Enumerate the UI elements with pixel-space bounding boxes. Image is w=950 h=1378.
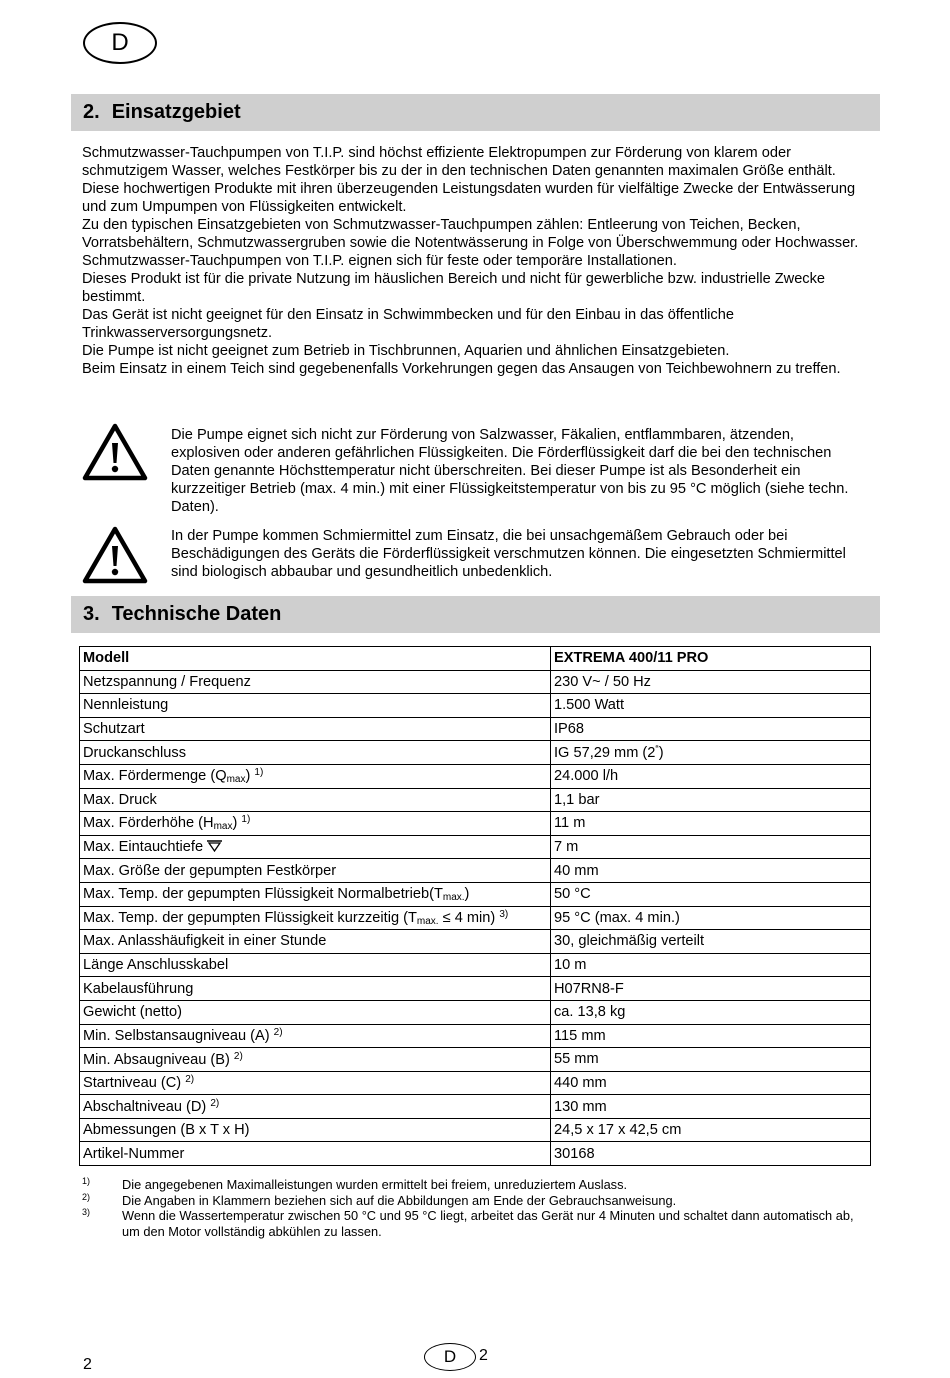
table-row	[80, 1024, 871, 1048]
table-cell-label	[80, 788, 551, 812]
table-row	[80, 788, 871, 812]
table-row	[80, 859, 871, 883]
table-cell-value	[551, 812, 871, 836]
label-text: Max. Größe der gepumpten Festkörper	[83, 862, 337, 879]
footer-page-number: 2	[479, 1347, 488, 1364]
label-text: Artikel-Nummer	[83, 1145, 185, 1162]
paragraph: Das Gerät ist nicht geeignet für den Einsatz in Schwimmbecken und für den Einbau in das öffentliche Trinkwasserversorgungsnetz.	[82, 307, 734, 341]
table-cell-label	[80, 835, 551, 859]
value-text: H07RN8-F	[554, 980, 624, 997]
label-text: Nennleistung	[83, 697, 169, 714]
table-cell-label	[80, 812, 551, 836]
value-text: 24,5 x 17 x 42,5 cm	[554, 1122, 682, 1139]
section-title: Einsatzgebiet	[111, 101, 241, 123]
footnote	[82, 1193, 872, 1209]
value-text: ca. 13,8 kg	[554, 1004, 626, 1021]
footnotes	[82, 1177, 872, 1239]
footnote-ref: 2)	[273, 1027, 283, 1039]
table-cell-value	[551, 1071, 871, 1095]
table-row	[80, 812, 871, 836]
table-row	[80, 953, 871, 977]
footnote-ref: 2)	[233, 1050, 243, 1062]
warning-triangle-icon	[82, 423, 148, 481]
subscript: max.	[416, 915, 439, 927]
table-cell-value	[551, 882, 871, 906]
subscript: max	[226, 774, 246, 786]
value-text: IP68	[554, 721, 585, 738]
table-row	[80, 930, 871, 954]
value-text: 11 m	[554, 815, 586, 832]
table-cell-value	[551, 1048, 871, 1072]
footer-language-badge: D	[424, 1343, 476, 1371]
label-text: Max. Anlasshäufigkeit in einer Stunde	[83, 933, 327, 950]
warning-text: Die Pumpe eignet sich nicht zur Förderung von Salzwasser, Fäkalien, entflammbaren, ätzenden, explosiven oder anderen gefährlichen Flüssigkeiten. Die Förderflüssigkeit darf die bei den technischen Daten genannte Höchsttemperatur nicht überschreiten. Bei dieser Pumpe ist als Besonderheit ein kurzzeitiger Betrieb (max. 4 min.) mit einer Flüssigkeitstemperatur von bis zu 95 °C möglich (siehe techn. Daten).	[171, 427, 849, 515]
table-cell-value	[551, 788, 871, 812]
table-cell-label	[80, 859, 551, 883]
table-header-row	[80, 647, 871, 671]
table-cell-label	[80, 1095, 551, 1119]
label-text: )	[245, 768, 255, 785]
table-header-label: Modell	[80, 647, 551, 671]
table-cell-value	[551, 859, 871, 883]
label-text: Abmessungen (B x T x H)	[83, 1122, 250, 1139]
value-text: 440 mm	[554, 1074, 607, 1091]
section-number: 3.	[83, 603, 100, 625]
label-text: Max. Temp. der gepumpten Flüssigkeit kurzzeitig (T	[83, 909, 417, 926]
page-number: 2	[83, 1356, 92, 1373]
table-cell-value	[551, 670, 871, 694]
table-row	[80, 1142, 871, 1166]
table-cell-label	[80, 717, 551, 741]
table-row	[80, 977, 871, 1001]
table-cell-label	[80, 1024, 551, 1048]
label-text: Schutzart	[83, 721, 145, 738]
technical-data-table	[79, 646, 871, 1166]
table-cell-label	[80, 1118, 551, 1142]
subscript: max	[213, 821, 233, 833]
table-cell-value	[551, 1095, 871, 1119]
footnote-ref: 2)	[185, 1074, 195, 1086]
table-cell-label	[80, 882, 551, 906]
table-cell-label	[80, 930, 551, 954]
value-text: 10 m	[554, 957, 587, 974]
value-text: 95 °C (max. 4 min.)	[554, 909, 680, 926]
table-cell-value	[551, 953, 871, 977]
value-text: )	[658, 745, 664, 762]
label-text: Max. Druck	[83, 791, 157, 808]
paragraph: Beim Einsatz in einem Teich sind gegebenenfalls Vorkehrungen gegen das Ansaugen von Teichbewohnern zu treffen.	[82, 361, 841, 377]
table-cell-value	[551, 1142, 871, 1166]
table-cell-label	[80, 1071, 551, 1095]
value-text: 115 mm	[554, 1027, 606, 1044]
label-text: Länge Anschlusskabel	[83, 957, 229, 974]
table-cell-label	[80, 1000, 551, 1024]
value-text: IG 57,29 mm (2	[554, 745, 656, 762]
table-cell-value	[551, 930, 871, 954]
water-level-icon	[207, 840, 222, 852]
footnote-mark: 1)	[82, 1176, 91, 1186]
table-row	[80, 835, 871, 859]
value-text: 130 mm	[554, 1098, 607, 1115]
table-row	[80, 906, 871, 930]
table-row	[80, 717, 871, 741]
footnote	[82, 1208, 872, 1239]
footnote	[82, 1177, 872, 1193]
paragraph: Dieses Produkt ist für die private Nutzung im häuslichen Bereich und nicht für gewerbliche bzw. industrielle Zwecke bestimmt.	[82, 271, 826, 305]
footnote-ref: 1)	[241, 814, 251, 826]
value-text: 230 V~ / 50 Hz	[554, 673, 651, 690]
label-text: Netzspannung / Frequenz	[83, 673, 251, 690]
table-cell-label	[80, 670, 551, 694]
label-text: Max. Förderhöhe (H	[83, 815, 214, 832]
footnote-mark: 3)	[82, 1207, 91, 1217]
table-cell-label	[80, 977, 551, 1001]
value-text: 50 °C	[554, 886, 591, 903]
label-text: Druckanschluss	[83, 744, 187, 761]
value-text: 30168	[554, 1145, 595, 1162]
table-row	[80, 1000, 871, 1024]
table-row	[80, 1095, 871, 1119]
label-text: )	[232, 815, 242, 832]
table-cell-value	[551, 1000, 871, 1024]
table-cell-label	[80, 1142, 551, 1166]
section-title: Technische Daten	[111, 603, 282, 625]
footnote-text: Die angegebenen Maximalleistungen wurden ermittelt bei freiem, unreduziertem Auslass.	[122, 1177, 628, 1192]
table-cell-label	[80, 741, 551, 765]
table-row	[80, 670, 871, 694]
label-text: ≤ 4 min)	[438, 909, 500, 926]
value-text: 24.000 l/h	[554, 768, 619, 785]
table-cell-value	[551, 906, 871, 930]
footnote-text: Wenn die Wassertemperatur zwischen 50 °C und 95 °C liegt, arbeitet das Gerät nur 4 Minuten und schaltet dann automatisch ab, um den Motor vollständig abkühlen zu lassen.	[122, 1208, 854, 1239]
value-text: 7 m	[554, 839, 579, 856]
value-text: 55 mm	[554, 1051, 599, 1068]
table-cell-label	[80, 953, 551, 977]
label-text: Abschaltniveau (D)	[83, 1099, 211, 1116]
table-cell-label	[80, 1048, 551, 1072]
paragraph: Schmutzwasser-Tauchpumpen von T.I.P. eignen sich für feste oder temporäre Installationen.	[82, 253, 677, 269]
warning-triangle-icon	[82, 526, 148, 584]
table-row	[80, 741, 871, 765]
paragraph: Die Pumpe ist nicht geeignet zum Betrieb in Tischbrunnen, Aquarien und ähnlichen Einsatzgebieten.	[82, 343, 730, 359]
footnote-text: Die Angaben in Klammern beziehen sich auf die Abbildungen am Ende der Gebrauchsanweisung.	[122, 1192, 677, 1208]
label-text: Max. Fördermenge (Q	[83, 768, 227, 785]
table-cell-value	[551, 741, 871, 765]
paragraph: Schmutzwasser-Tauchpumpen von T.I.P. sind höchst effiziente Elektropumpen zur Förderung von klarem oder schmutzigem Wasser, welches Festkörper bis zu der in den technischen Daten genannten maximalen Größe enthält. Diese hochwertigen Produkte mit ihren überzeugenden Leistungsdaten wurden für vielfältige Zwecke der Entwässerung und zum Umpumpen von Flüssigkeiten entwickelt.	[82, 145, 856, 215]
table-header-value: EXTREMA 400/11 PRO	[551, 647, 871, 671]
footnote-ref: 2)	[210, 1098, 220, 1110]
value-text: 40 mm	[554, 862, 599, 879]
table-cell-value	[551, 694, 871, 718]
footnote-ref: 3)	[499, 908, 509, 920]
table-cell-label	[80, 906, 551, 930]
footnote-ref: 1)	[254, 767, 264, 779]
value-text: 1,1 bar	[554, 791, 600, 808]
table-row	[80, 1071, 871, 1095]
intro-text	[82, 144, 872, 378]
label-text: Max. Eintauchtiefe	[83, 839, 208, 856]
table-cell-value	[551, 977, 871, 1001]
section-heading-einsatzgebiet	[71, 94, 880, 131]
table-row	[80, 694, 871, 718]
label-text: Min. Selbstansaugniveau (A)	[83, 1028, 274, 1045]
table-row	[80, 1118, 871, 1142]
table-row	[80, 764, 871, 788]
label-text: Gewicht (netto)	[83, 1004, 182, 1021]
table-row	[80, 1048, 871, 1072]
section-heading-technische-daten	[71, 596, 880, 633]
table-cell-value	[551, 717, 871, 741]
value-text: 1.500 Watt	[554, 697, 625, 714]
warning-text: In der Pumpe kommen Schmiermittel zum Einsatz, die bei unsachgemäßem Gebrauch oder bei Beschädigungen des Geräts die Förderflüssigkeit verschmutzen können. Die eingesetzten Schmiermittel sind biologisch abbaubar und gesundheitlich unbedenklich.	[171, 528, 846, 580]
value-text: 30, gleichmäßig verteilt	[554, 933, 705, 950]
table-cell-value	[551, 1118, 871, 1142]
label-text: )	[464, 885, 470, 902]
inch-mark: “	[655, 744, 659, 756]
table-row	[80, 882, 871, 906]
label-text: Kabelausführung	[83, 980, 194, 997]
label-text: Min. Absaugniveau (B)	[83, 1051, 234, 1068]
label-text: Startniveau (C)	[83, 1075, 186, 1092]
subscript: max.	[442, 891, 465, 903]
table-cell-value	[551, 835, 871, 859]
table-cell-label	[80, 694, 551, 718]
table-cell-value	[551, 1024, 871, 1048]
footnote-mark: 2)	[82, 1191, 91, 1202]
section-number: 2.	[83, 101, 100, 123]
paragraph: Zu den typischen Einsatzgebieten von Schmutzwasser-Tauchpumpen zählen: Entleerung von Teichen, Becken, Vorratsbehältern, Schmutzwassergruben sowie die Notentwässerung in Folge von Überschwemmung oder Hochwasser.	[82, 217, 859, 251]
table-cell-label	[80, 764, 551, 788]
table-cell-value	[551, 764, 871, 788]
label-text: Max. Temp. der gepumpten Flüssigkeit Normalbetrieb(T	[83, 885, 443, 902]
language-badge: D	[83, 22, 157, 64]
